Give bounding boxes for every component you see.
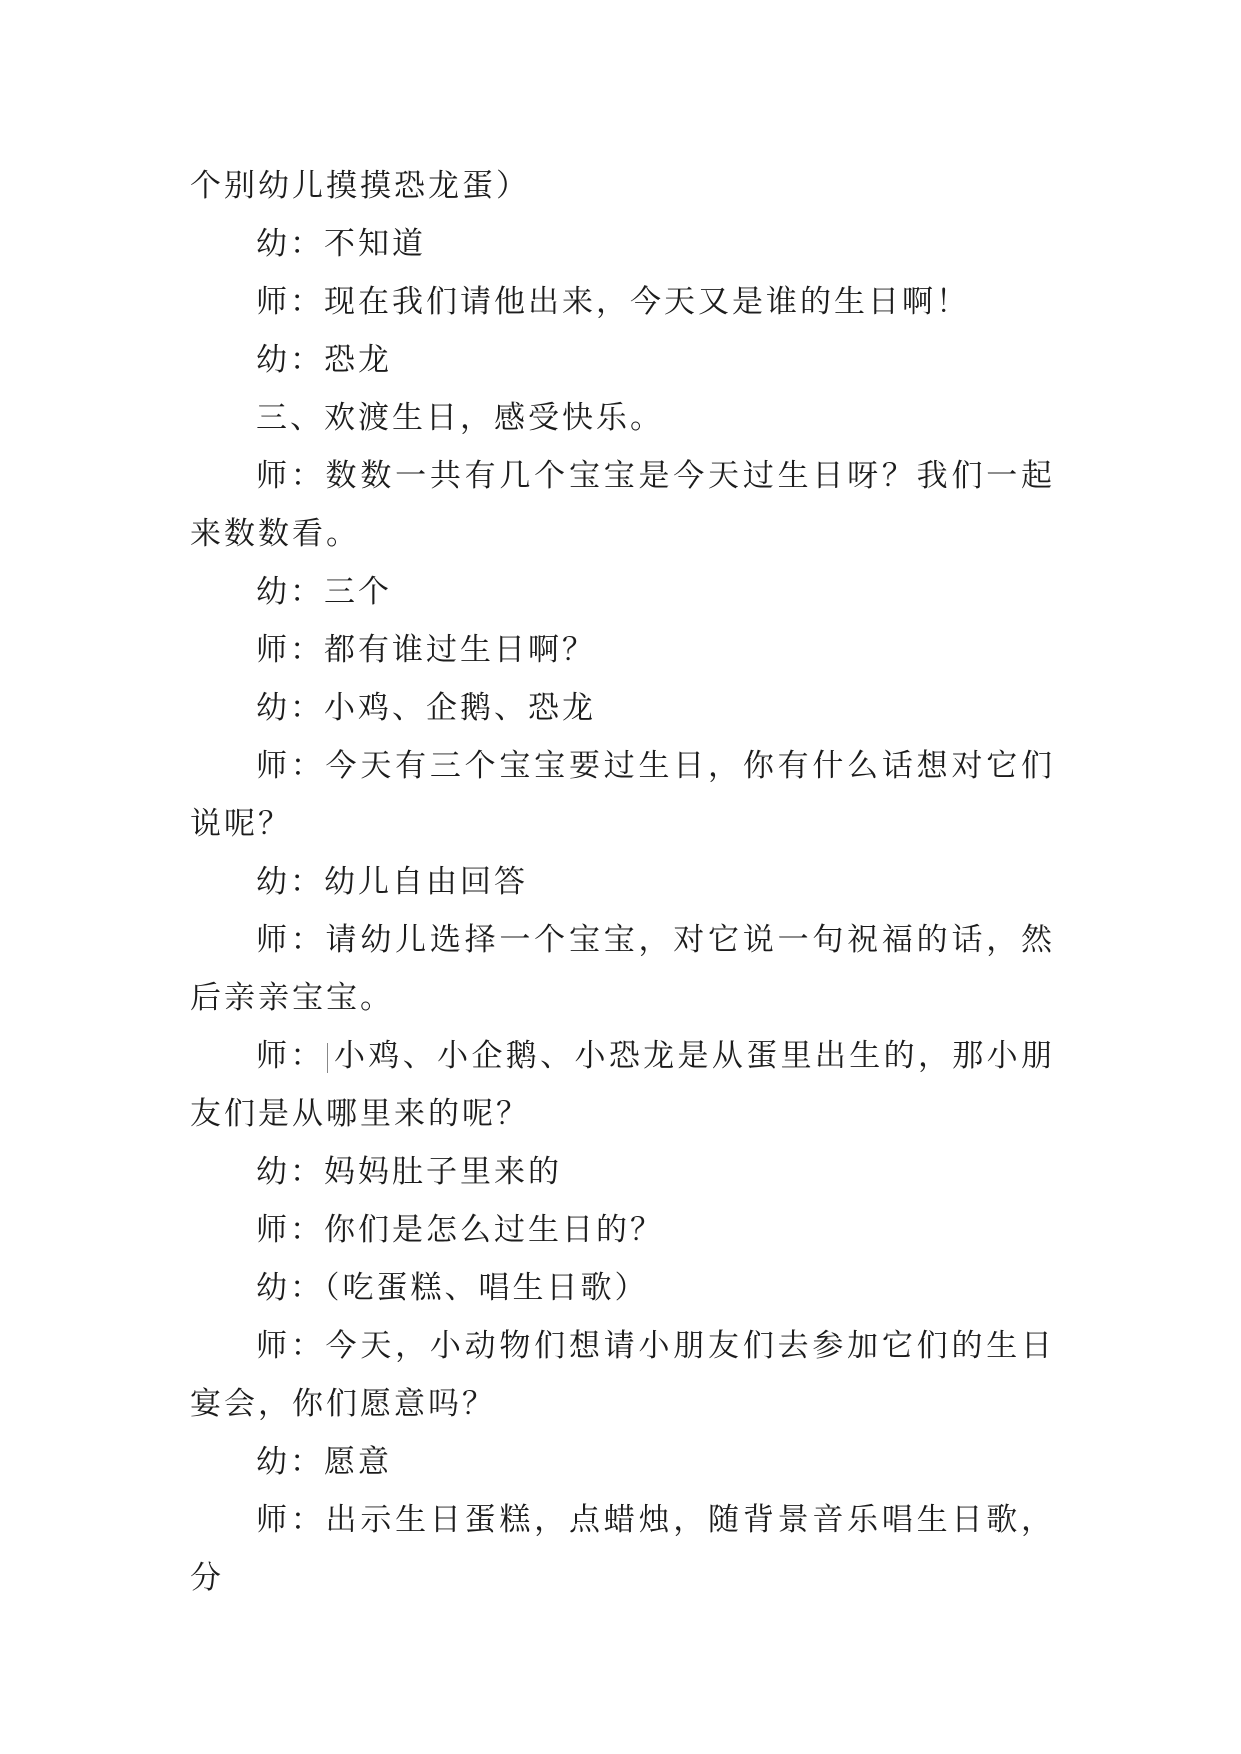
paragraph: 师：你们是怎么过生日的？	[256, 1212, 664, 1248]
paragraph: 幼：妈妈肚子里来的	[256, 1154, 562, 1190]
paragraph: 师：都有谁过生日啊？	[256, 632, 596, 668]
paragraph: 师：数数一共有几个宝宝是今天过生日呀？我们一起来数数看。	[190, 458, 1055, 552]
paragraph: 师：现在我们请他出来，今天又是谁的生日啊！	[256, 284, 970, 320]
paragraph: 师：今天，小动物们想请小朋友们去参加它们的生日宴会，你们愿意吗？	[190, 1328, 1055, 1422]
paragraph: 幼：恐龙	[256, 342, 392, 378]
paragraph-text: 小鸡、小企鹅、小恐龙是从蛋里出生的，那小朋友们是从哪里来的呢？	[190, 1038, 1056, 1132]
section-heading: 三、欢渡生日，感受快乐。	[256, 400, 664, 436]
paragraph-speaker: 师：	[256, 1038, 325, 1074]
paragraph: 师：今天有三个宝宝要过生日，你有什么话想对它们说呢？	[190, 748, 1055, 842]
paragraph: 幼：三个	[256, 574, 392, 610]
paragraph: 幼：不知道	[256, 226, 426, 262]
paragraph: 师：出示生日蛋糕，点蜡烛，随背景音乐唱生日歌，分	[190, 1502, 1055, 1596]
paragraph: 幼：幼儿自由回答	[256, 864, 528, 900]
document-body	[190, 157, 1055, 1607]
paragraph: 师：请幼儿选择一个宝宝，对它说一句祝福的话，然后亲亲宝宝。	[190, 922, 1055, 1016]
paragraph: 幼：（吃蛋糕、唱生日歌）	[256, 1270, 649, 1306]
paragraph: 幼：小鸡、企鹅、恐龙	[256, 690, 596, 726]
paragraph: 幼：愿意	[256, 1444, 392, 1480]
paragraph: 个别幼儿摸摸恐龙蛋）	[190, 168, 530, 204]
text-cursor	[327, 1043, 328, 1073]
paragraph-with-caret[interactable]	[190, 1027, 1055, 1143]
